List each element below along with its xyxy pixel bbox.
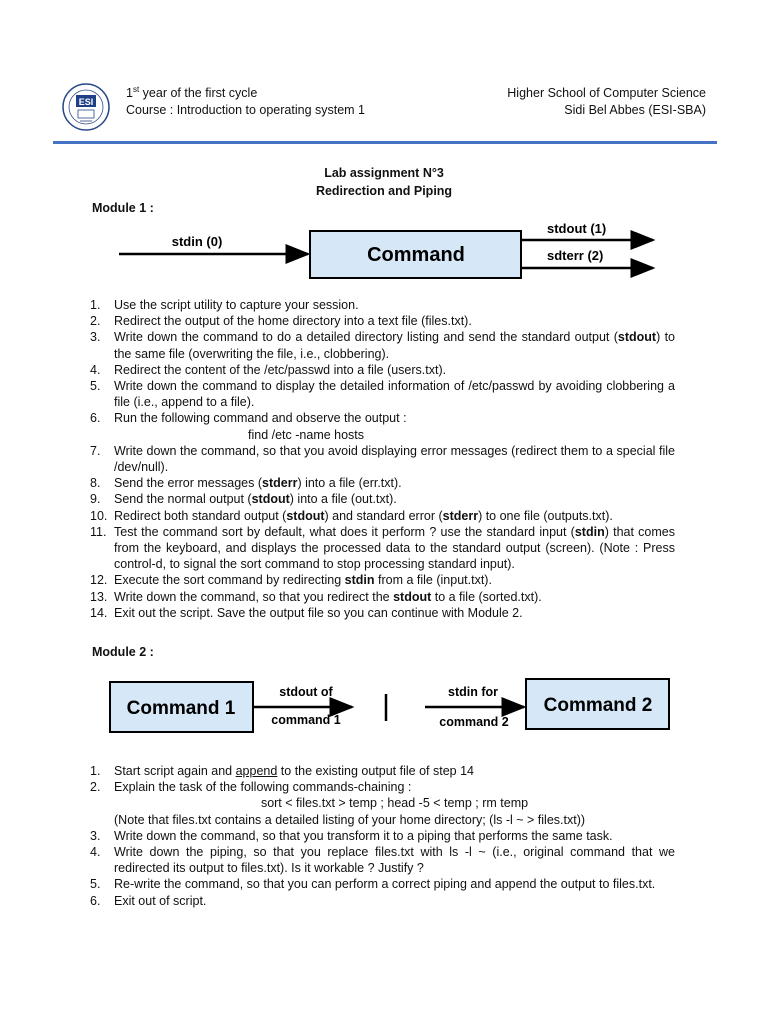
module2-list: [90, 763, 675, 909]
list-item: 10. Redirect both standard output (stdout) and standard error (stderr) to one file (outputs.txt).: [90, 508, 613, 523]
list-item: 6. Exit out of script.: [90, 893, 207, 908]
list-item: 9. Send the normal output (stdout) into a file (out.txt).: [90, 492, 397, 507]
year-line: 1st year of the first cycle: [126, 85, 258, 100]
logo-text: ESI: [78, 97, 94, 107]
list-item: 2. Explain the task of the following commands-chaining : sort < files.txt > temp ; head -5 < temp ; rm temp (Note that files.txt contains a detailed listing of your home directory; (ls -l ~ > files.txt)): [90, 779, 675, 828]
school-city: Sidi Bel Abbes (ESI-SBA): [564, 103, 706, 117]
stdin-label: stdin (0): [171, 234, 223, 249]
module2-label: Module 2 :: [92, 645, 154, 659]
list-item: 3. Write down the command to do a detailed directory listing and send the standard output (stdout) to the same file (overwriting the file, i.e., clobbering).: [90, 330, 675, 361]
command-label: Command: [367, 244, 465, 266]
command-example: find /etc -name hosts: [248, 427, 365, 442]
module1-label: Module 1 :: [92, 201, 154, 215]
list-item: 7. Write down the command, so that you avoid displaying error messages (redirect them to a special file /dev/null).: [90, 443, 675, 475]
list-item: 8. Send the error messages (stderr) into a file (err.txt).: [90, 476, 402, 491]
list-item: 12. Execute the sort command by redirecting stdin from a file (input.txt).: [90, 573, 492, 588]
list-item: 5. Write down the command to display the detailed information of /etc/passwd by avoiding clobbering a file (i.e., append to a file).: [90, 379, 675, 410]
school-name: Higher School of Computer Science: [507, 86, 706, 100]
stderr-label: sdterr (2): [547, 248, 604, 263]
list-item: 11. Test the command sort by default, what does it perform ? use the standard input (stdin) that comes from the keyboard, and displays the processed data to the standard output (screen). (Note : Press control-d, to signal the sort command to stop processing standard input).: [90, 524, 676, 572]
list-item: 4. Redirect the content of the /etc/passwd into a file (users.txt).: [90, 362, 447, 377]
command1-sublabel: command 1: [271, 713, 341, 727]
list-item: 3. Write down the command, so that you transform it to a piping that performs the same task.: [90, 828, 613, 843]
lab-subtitle: Redirection and Piping: [315, 184, 453, 198]
command2-sublabel: command 2: [439, 715, 509, 729]
list-item: 13. Write down the command, so that you redirect the stdout to a file (sorted.txt).: [90, 589, 542, 604]
list-item: 14. Exit out the script. Save the output file so you can continue with Module 2.: [90, 605, 523, 620]
stdin-for-label: stdin for: [448, 685, 498, 699]
list-item: 4. Write down the piping, so that you replace files.txt with ls -l ~ (i.e., original command that we redirected its output to files.txt). Is it workable ? Justify ?: [90, 845, 675, 876]
list-item: 1. Use the script utility to capture your session.: [90, 298, 359, 312]
stdout-label: stdout (1): [547, 221, 607, 236]
command1-label: Command 1: [126, 698, 236, 719]
course-line: Course : Introduction to operating system 1: [126, 103, 366, 117]
stdout-of-label: stdout of: [279, 685, 333, 699]
note-line: (Note that files.txt contains a detailed listing of your home directory; (ls -l ~ > files.txt)): [114, 812, 586, 827]
list-item: 2. Redirect the output of the home directory into a text file (files.txt).: [90, 314, 472, 329]
command-example: sort < files.txt > temp ; head -5 < temp ; rm temp: [260, 796, 529, 811]
list-item: 1. Start script again and append to the existing output file of step 14: [90, 764, 474, 778]
command2-label: Command 2: [543, 695, 653, 716]
list-item: 5. Re-write the command, so that you can perform a correct piping and append the output to files.txt.: [90, 877, 656, 892]
lab-title: Lab assignment N°3: [324, 166, 444, 180]
list-item: 6. Run the following command and observe the output : find /etc -name hosts: [90, 410, 675, 442]
